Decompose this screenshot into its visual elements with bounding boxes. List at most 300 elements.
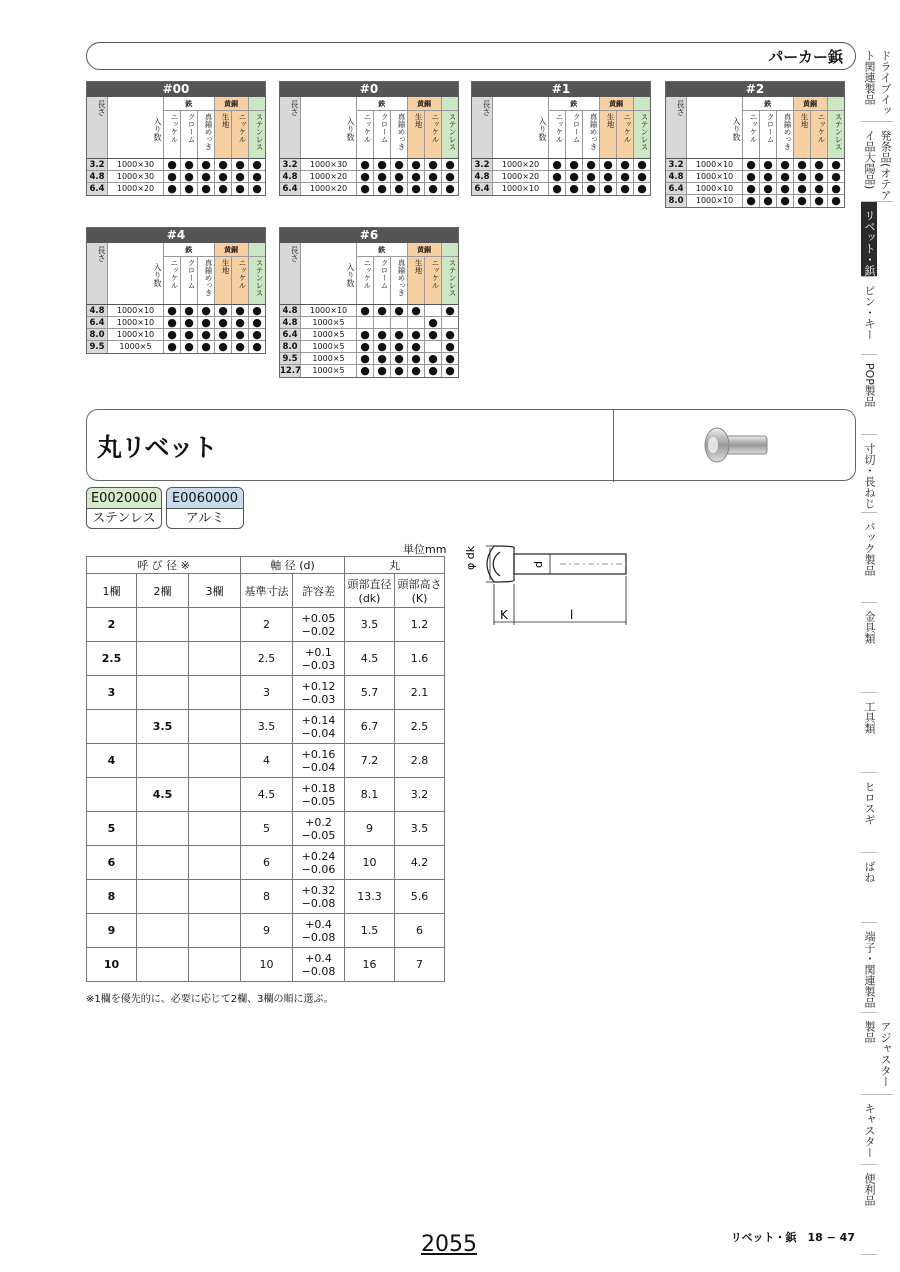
- table-row: [87, 948, 445, 982]
- tolerance-plus: +0.05: [301, 611, 336, 625]
- col-finish: ニッケル: [232, 257, 249, 304]
- cell-length: 3.2: [87, 159, 108, 170]
- col-finish: 真鍮めっき: [391, 257, 408, 304]
- col-finish: クローム: [181, 257, 198, 304]
- cell-availability: [549, 171, 566, 182]
- cell-availability: [777, 195, 794, 207]
- cell-length: 8.0: [666, 195, 687, 207]
- cell-availability: [828, 159, 844, 170]
- header-col-5: 頭部直径 (dk): [345, 574, 395, 608]
- cell-availability: [425, 353, 442, 364]
- cell-tolerance: [293, 812, 345, 846]
- cell-head-diameter: 16: [345, 948, 395, 982]
- cell-availability: [583, 183, 600, 195]
- cell-availability: [374, 341, 391, 352]
- cell-availability: [232, 171, 249, 182]
- spec-table-0: [86, 81, 266, 196]
- spec-table-4: [86, 227, 266, 354]
- cell-availability: [198, 305, 215, 316]
- cell-availability: [232, 329, 249, 340]
- col-finish: 真鍮めっき: [777, 111, 794, 158]
- cell-availability: [374, 353, 391, 364]
- available-dot: ●: [445, 158, 455, 171]
- col-finish: クローム: [181, 111, 198, 158]
- available-dot: ●: [218, 316, 228, 329]
- available-dot: ●: [831, 158, 841, 171]
- header-round: 丸: [345, 557, 445, 574]
- spec-table-title: #1: [472, 82, 650, 97]
- cell-availability: [249, 171, 265, 182]
- cell-availability: [164, 159, 181, 170]
- cell-availability: [198, 183, 215, 195]
- cell-length: 6.4: [87, 183, 108, 195]
- cell-availability: [794, 195, 811, 207]
- side-tab-0[interactable]: ドライブイット関連製品: [861, 42, 893, 122]
- cell-availability: [442, 353, 458, 364]
- available-dot: ●: [746, 158, 756, 171]
- cell-head-diameter: 9: [345, 812, 395, 846]
- cell-base-size: 3: [241, 676, 293, 710]
- cell-availability: [181, 159, 198, 170]
- col-brass: 黄銅: [600, 97, 634, 110]
- cell-length: 4.8: [280, 171, 301, 182]
- header-col-2: 3欄: [189, 574, 241, 608]
- cell-availability: [181, 305, 198, 316]
- cell-availability: [164, 171, 181, 182]
- cell-quantity: 1000×10: [108, 317, 164, 328]
- available-dot: ●: [763, 158, 773, 171]
- available-dot: ●: [184, 170, 194, 183]
- rivet-diagram: [460, 530, 640, 630]
- cell-availability: [777, 171, 794, 182]
- available-dot: ●: [763, 194, 773, 207]
- cell-availability: [760, 159, 777, 170]
- available-dot: ●: [411, 352, 421, 365]
- available-dot: ●: [445, 182, 455, 195]
- available-dot: ●: [831, 194, 841, 207]
- cell-availability: [374, 171, 391, 182]
- cell-col2: [137, 744, 189, 778]
- cell-availability: [164, 305, 181, 316]
- col-stainless: [249, 243, 266, 256]
- rivet-photo: [699, 424, 771, 468]
- cell-availability: [442, 171, 458, 182]
- cell-col3: [189, 778, 241, 812]
- cell-availability: [181, 329, 198, 340]
- available-dot: ●: [235, 304, 245, 317]
- cell-tolerance: [293, 710, 345, 744]
- cell-availability: [442, 305, 458, 316]
- cell-base-size: 10: [241, 948, 293, 982]
- available-dot: ●: [252, 340, 262, 353]
- available-dot: ●: [445, 170, 455, 183]
- cell-availability: [215, 305, 232, 316]
- available-dot: ●: [377, 328, 387, 341]
- col-finish: ステンレス: [442, 257, 458, 304]
- table-row: [87, 676, 445, 710]
- available-dot: ●: [167, 304, 177, 317]
- cell-availability: [391, 159, 408, 170]
- code-stainless: [86, 487, 162, 529]
- col-finish: ステンレス: [442, 111, 458, 158]
- spec-table-2: [471, 81, 651, 196]
- col-brass: 黄銅: [215, 243, 249, 256]
- available-dot: ●: [184, 340, 194, 353]
- cell-availability: [408, 341, 425, 352]
- col-quantity: 入り数: [301, 97, 357, 158]
- cell-availability: [198, 341, 215, 353]
- table-row: [472, 183, 650, 195]
- cell-availability: [181, 317, 198, 328]
- available-dot: ●: [235, 182, 245, 195]
- cell-availability: [181, 171, 198, 182]
- cell-tolerance: [293, 676, 345, 710]
- cell-availability: [232, 183, 249, 195]
- col-finish: クローム: [760, 111, 777, 158]
- cell-length: 4.8: [280, 317, 301, 328]
- table-row: [87, 880, 445, 914]
- cell-availability: [357, 159, 374, 170]
- cell-col2: [137, 642, 189, 676]
- cell-availability: [811, 195, 828, 207]
- available-dot: ●: [218, 340, 228, 353]
- col-finish: ステンレス: [249, 111, 265, 158]
- col-iron: 鉄: [164, 97, 215, 110]
- table-row: [87, 914, 445, 948]
- cell-availability: [583, 171, 600, 182]
- cell-availability: [442, 329, 458, 340]
- col-quantity: 入り数: [493, 97, 549, 158]
- cell-availability: [600, 183, 617, 195]
- col-finish: ニッケル: [811, 111, 828, 158]
- available-dot: ●: [360, 352, 370, 365]
- cell-length: 4.8: [87, 305, 108, 316]
- available-dot: ●: [377, 170, 387, 183]
- cell-availability: [391, 305, 408, 316]
- cell-col1: 8: [87, 880, 137, 914]
- table-row: [87, 642, 445, 676]
- available-dot: ●: [797, 170, 807, 183]
- side-tab-8[interactable]: 工具類: [861, 693, 877, 773]
- available-dot: ●: [184, 158, 194, 171]
- cell-availability: [425, 305, 442, 316]
- col-length: 長さ: [666, 97, 687, 158]
- side-tab-10[interactable]: ばね: [861, 853, 877, 923]
- cell-availability: [617, 183, 634, 195]
- header-col-3: 基準寸法: [241, 574, 293, 608]
- cell-availability: [617, 171, 634, 182]
- cell-availability: [198, 159, 215, 170]
- side-tab-11[interactable]: 端子・関連製品: [861, 923, 877, 1013]
- table-row: [87, 183, 265, 195]
- available-dot: ●: [428, 182, 438, 195]
- table-row: [87, 608, 445, 642]
- available-dot: ●: [360, 304, 370, 317]
- available-dot: ●: [360, 364, 370, 377]
- cell-col2: [137, 608, 189, 642]
- cell-tolerance: [293, 608, 345, 642]
- available-dot: ●: [411, 364, 421, 377]
- cell-base-size: 2: [241, 608, 293, 642]
- available-dot: ●: [167, 170, 177, 183]
- page-number: 2055: [421, 1232, 477, 1257]
- tolerance-plus: +0.32: [301, 883, 336, 897]
- available-dot: ●: [603, 182, 613, 195]
- available-dot: ●: [428, 352, 438, 365]
- available-dot: ●: [252, 170, 262, 183]
- cell-availability: [549, 159, 566, 170]
- cell-availability: [566, 171, 583, 182]
- available-dot: ●: [637, 158, 647, 171]
- cell-base-size: 5: [241, 812, 293, 846]
- cell-availability: [828, 195, 844, 207]
- available-dot: ●: [637, 170, 647, 183]
- col-stainless: [828, 97, 845, 110]
- product-title: 丸リベット: [97, 433, 217, 462]
- available-dot: ●: [831, 170, 841, 183]
- cell-availability: [164, 329, 181, 340]
- side-tab-13[interactable]: キャスター: [861, 1095, 877, 1165]
- cell-availability: [760, 183, 777, 194]
- col-finish: ニッケル: [743, 111, 760, 158]
- spec-table-1: [279, 81, 459, 196]
- available-dot: ●: [603, 170, 613, 183]
- cell-availability: [408, 329, 425, 340]
- side-tab-7[interactable]: 金具類: [861, 603, 877, 693]
- cell-quantity: 1000×20: [301, 171, 357, 182]
- cell-head-diameter: 1.5: [345, 914, 395, 948]
- available-dot: ●: [201, 158, 211, 171]
- available-dot: ●: [377, 352, 387, 365]
- cell-head-diameter: 3.5: [345, 608, 395, 642]
- col-finish: 真鍮めっき: [198, 111, 215, 158]
- cell-head-diameter: 5.7: [345, 676, 395, 710]
- col-length: 長さ: [280, 97, 301, 158]
- label-dk: φ dk: [464, 545, 477, 570]
- col-stainless: [442, 97, 459, 110]
- available-dot: ●: [201, 182, 211, 195]
- cell-base-size: 2.5: [241, 642, 293, 676]
- code-material: ステンレス: [92, 511, 156, 526]
- cell-col1: 10: [87, 948, 137, 982]
- available-dot: ●: [428, 328, 438, 341]
- cell-availability: [215, 341, 232, 353]
- side-tab-9[interactable]: ヒロスギ: [861, 773, 877, 853]
- cell-availability: [600, 171, 617, 182]
- available-dot: ●: [746, 194, 756, 207]
- available-dot: ●: [814, 158, 824, 171]
- available-dot: ●: [218, 328, 228, 341]
- available-dot: ●: [235, 170, 245, 183]
- cell-availability: [232, 305, 249, 316]
- cell-availability: [232, 317, 249, 328]
- code-number: E0020000: [87, 488, 161, 509]
- available-dot: ●: [586, 158, 596, 171]
- col-finish: ニッケル: [357, 111, 374, 158]
- cell-availability: [215, 171, 232, 182]
- cell-availability: [425, 159, 442, 170]
- cell-length: 6.4: [87, 317, 108, 328]
- available-dot: ●: [411, 170, 421, 183]
- side-tab-1[interactable]: 発条品(オテアイ品大陽品): [861, 122, 893, 202]
- table-row: [87, 778, 445, 812]
- cell-availability: [408, 171, 425, 182]
- cell-length: 12.7: [280, 366, 301, 376]
- footnote: ※1欄を優先的に、必要に応じて2欄、3欄の順に選ぶ。: [86, 994, 334, 1005]
- col-finish: 生地: [215, 257, 232, 304]
- tolerance-minus: −0.04: [301, 726, 336, 740]
- cell-availability: [777, 159, 794, 170]
- section-banner: [86, 42, 856, 70]
- side-tab-5[interactable]: 寸切・長ねじ: [861, 435, 877, 513]
- code-material: アルミ: [185, 511, 225, 526]
- cell-availability: [811, 183, 828, 194]
- code-aluminum: [166, 487, 244, 529]
- cell-availability: [408, 353, 425, 364]
- cell-col3: [189, 676, 241, 710]
- cell-availability: [374, 159, 391, 170]
- side-tab-3[interactable]: ピン・キー: [861, 277, 877, 355]
- col-quantity: 入り数: [108, 97, 164, 158]
- tolerance-minus: −0.05: [301, 828, 336, 842]
- cell-quantity: 1000×5: [301, 365, 357, 377]
- side-tab-2[interactable]: リベット・鋲: [861, 202, 877, 277]
- cell-length: 6.4: [280, 329, 301, 340]
- cell-length: 8.0: [87, 329, 108, 340]
- cell-availability: [425, 329, 442, 340]
- col-brass: 黄銅: [408, 97, 442, 110]
- cell-length: 4.8: [87, 171, 108, 182]
- cell-quantity: 1000×30: [108, 171, 164, 182]
- available-dot: ●: [252, 304, 262, 317]
- cell-availability: [357, 183, 374, 195]
- col-stainless: [634, 97, 651, 110]
- available-dot: ●: [814, 194, 824, 207]
- tolerance-minus: −0.03: [301, 658, 336, 672]
- col-quantity: 入り数: [687, 97, 743, 158]
- cell-availability: [777, 183, 794, 194]
- cell-availability: [391, 353, 408, 364]
- available-dot: ●: [780, 194, 790, 207]
- available-dot: ●: [377, 364, 387, 377]
- header-col-0: 1欄: [87, 574, 137, 608]
- cell-head-diameter: 6.7: [345, 710, 395, 744]
- available-dot: ●: [780, 158, 790, 171]
- cell-availability: [743, 195, 760, 207]
- cell-quantity: 1000×10: [301, 305, 357, 316]
- available-dot: ●: [780, 170, 790, 183]
- cell-length: 6.4: [280, 183, 301, 195]
- available-dot: ●: [411, 340, 421, 353]
- cell-head-height: 5.6: [395, 880, 445, 914]
- col-length: 長さ: [87, 243, 108, 304]
- available-dot: ●: [394, 182, 404, 195]
- cell-quantity: 1000×10: [687, 159, 743, 170]
- col-finish: ステンレス: [249, 257, 265, 304]
- cell-availability: [442, 317, 458, 328]
- available-dot: ●: [235, 316, 245, 329]
- side-tab-4[interactable]: POP製品: [861, 355, 877, 435]
- cell-availability: [425, 171, 442, 182]
- cell-availability: [760, 195, 777, 207]
- col-finish: ニッケル: [549, 111, 566, 158]
- available-dot: ●: [167, 340, 177, 353]
- cell-head-diameter: 7.2: [345, 744, 395, 778]
- cell-availability: [794, 159, 811, 170]
- cell-tolerance: [293, 846, 345, 880]
- available-dot: ●: [394, 340, 404, 353]
- tolerance-plus: +0.4: [305, 917, 332, 931]
- available-dot: ●: [746, 182, 756, 195]
- cell-availability: [425, 341, 442, 352]
- available-dot: ●: [201, 304, 211, 317]
- col-finish: 真鍮めっき: [583, 111, 600, 158]
- available-dot: ●: [235, 340, 245, 353]
- col-finish: 真鍮めっき: [198, 257, 215, 304]
- cell-availability: [357, 305, 374, 316]
- tolerance-plus: +0.18: [301, 781, 336, 795]
- cell-availability: [743, 171, 760, 182]
- col-stainless: [442, 243, 459, 256]
- available-dot: ●: [586, 182, 596, 195]
- available-dot: ●: [637, 182, 647, 195]
- available-dot: ●: [394, 158, 404, 171]
- available-dot: ●: [411, 304, 421, 317]
- label-k: K: [500, 608, 508, 622]
- cell-availability: [374, 365, 391, 377]
- cell-availability: [215, 159, 232, 170]
- col-finish: 生地: [408, 257, 425, 304]
- available-dot: ●: [394, 364, 404, 377]
- available-dot: ●: [445, 340, 455, 353]
- cell-quantity: 1000×5: [301, 353, 357, 364]
- cell-base-size: 8: [241, 880, 293, 914]
- cell-availability: [425, 365, 442, 377]
- side-tab-6[interactable]: パック製品: [861, 513, 877, 603]
- table-row: [666, 195, 844, 207]
- tolerance-plus: +0.12: [301, 679, 336, 693]
- available-dot: ●: [394, 170, 404, 183]
- cell-col1: 4: [87, 744, 137, 778]
- available-dot: ●: [252, 158, 262, 171]
- cell-availability: [760, 171, 777, 182]
- available-dot: ●: [552, 158, 562, 171]
- side-tab-14[interactable]: 便利品: [861, 1165, 877, 1255]
- dimension-table: [86, 556, 445, 982]
- col-finish: ニッケル: [425, 111, 442, 158]
- available-dot: ●: [797, 182, 807, 195]
- cell-col1: 2.5: [87, 642, 137, 676]
- table-row: [87, 341, 265, 353]
- cell-col2: [137, 948, 189, 982]
- col-iron: 鉄: [357, 97, 408, 110]
- cell-length: 6.4: [666, 183, 687, 194]
- cell-availability: [425, 183, 442, 195]
- cell-head-height: 2.5: [395, 710, 445, 744]
- col-quantity: 入り数: [301, 243, 357, 304]
- side-tab-12[interactable]: アジャスター製品: [861, 1013, 893, 1095]
- cell-col1: [87, 778, 137, 812]
- available-dot: ●: [586, 170, 596, 183]
- spec-table-title: #4: [87, 228, 265, 243]
- cell-availability: [391, 317, 408, 328]
- available-dot: ●: [218, 170, 228, 183]
- cell-head-height: 3.5: [395, 812, 445, 846]
- header-col-6: 頭部高さ (K): [395, 574, 445, 608]
- cell-quantity: 1000×5: [301, 329, 357, 340]
- cell-availability: [391, 329, 408, 340]
- tolerance-plus: +0.1: [305, 645, 332, 659]
